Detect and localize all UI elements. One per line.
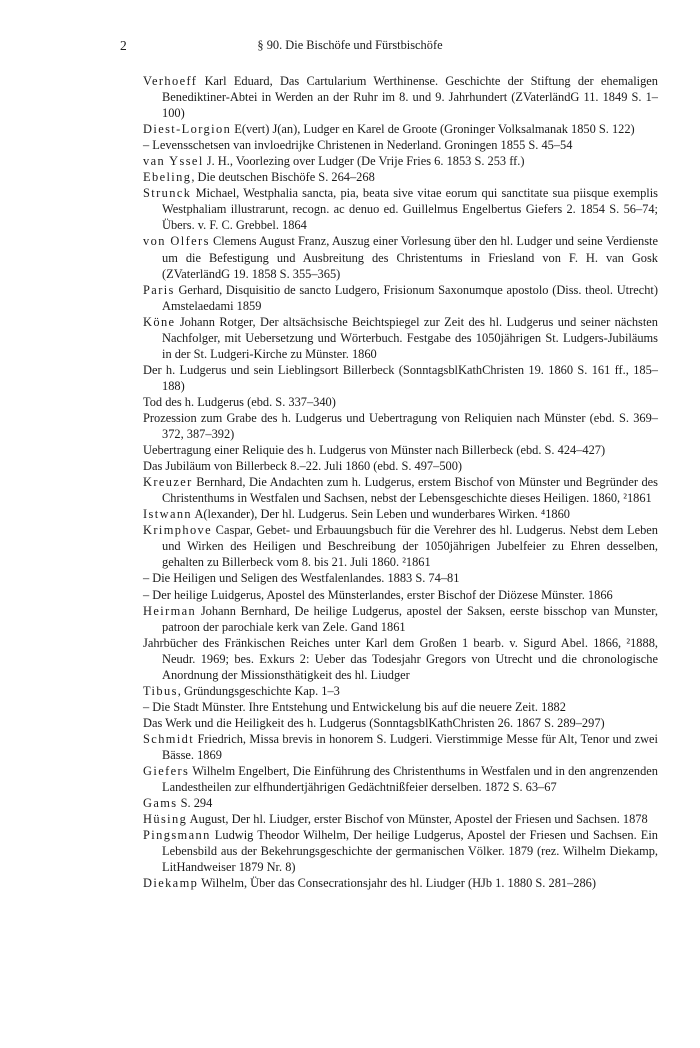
entry-author: Krimphove — [143, 523, 213, 538]
entry-author: Strunck — [143, 186, 192, 201]
entry-text: – Der heilige Luidgerus, Apostel des Münsterlandes, erster Bischof der Diözese Münster. 1866 — [143, 587, 613, 602]
entry-author: Diest-Lorgion — [143, 122, 232, 137]
entry-text: Ludwig Theodor Wilhelm, Der heilige Ludgerus, Apostel der Friesen und Sachsen. Ein Lebensbild aus der Bekehrungsgeschichte der germanischen Völker. 1879 (rez. Wilhelm Diekamp, LitHandweiser 1879 Nr. 8) — [162, 828, 658, 875]
entry-text: , Die deutschen Bischöfe S. 264–268 — [191, 170, 375, 185]
bibliography-entry — [143, 827, 658, 875]
entry-text: E(vert) J(an), Ludger en Karel de Groote (Groninger Volksalmanak 1850 S. 122) — [231, 122, 635, 137]
entry-text: J. H., Voorlezing over Ludger (De Vrije Fries 6. 1853 S. 253 ff.) — [203, 154, 525, 169]
bibliography-entry — [143, 121, 658, 137]
entry-text: – Levensschetsen van invloedrijke Christenen in Nederland. Groningen 1855 S. 45–54 — [143, 138, 573, 153]
entry-text: Tod des h. Ludgerus (ebd. S. 337–340) — [143, 394, 336, 409]
bibliography-entry — [143, 282, 658, 314]
bibliography-entry — [143, 233, 658, 281]
bibliography-entry — [143, 683, 658, 699]
bibliography-entry — [143, 795, 658, 811]
entry-text: Wilhelm, Über das Consecrationsjahr des hl. Liudger (HJb 1. 1880 S. 281–286) — [198, 876, 596, 891]
entry-text: August, Der hl. Liudger, erster Bischof von Münster, Apostel der Friesen und Sachsen. 1878 — [187, 812, 648, 827]
entry-text: Friedrich, Missa brevis in honorem S. Ludgeri. Vierstimmige Messe für Alt, Tenor und zwei Bässe. 1869 — [162, 731, 658, 762]
bibliography-entry — [143, 570, 658, 586]
entry-author: von Olfers — [143, 234, 210, 249]
entry-text: A(lexander), Der hl. Ludgerus. Sein Leben und wunderbares Wirken. ⁴1860 — [192, 507, 570, 522]
bibliography-entry — [143, 442, 658, 458]
entry-text: Das Werk und die Heiligkeit des h. Ludgerus (SonntagsblKathChristen 26. 1867 S. 289–297) — [143, 715, 605, 730]
entry-text: Der h. Ludgerus und sein Lieblingsort Billerbeck (SonntagsblKathChristen 19. 1860 S. 161 ff., 185–188) — [143, 362, 658, 393]
bibliography-entry — [143, 362, 658, 394]
bibliography-entry — [143, 185, 658, 233]
bibliography-entry — [143, 169, 658, 185]
bibliography-entry — [143, 474, 658, 506]
bibliography-entry — [143, 715, 658, 731]
entry-text: Gerhard, Disquisitio de sancto Ludgero, Frisionum Saxonumque apostolo (Diss. theol. Utrecht) Amstelaedami 1859 — [162, 282, 658, 313]
entry-text: Prozession zum Grabe des h. Ludgerus und Uebertragung von Reliquien nach Münster (ebd. S. 369–372, 387–392) — [143, 410, 658, 442]
entry-text: Johann Rotger, Der altsächsische Beichtspiegel zur Zeit des hl. Ludgerus und seiner nächsten Nachfolger, mit Uebersetzung und Wörterbuch. Festgabe des 1050jährigen St. Ludgers-Jubiläums in der St. Ludgeri-Kirche zu Münster. 1860 — [162, 314, 658, 361]
entry-author: Istwann — [143, 507, 193, 522]
entry-text: S. 294 — [177, 796, 213, 811]
entry-author: Verhoeff — [143, 74, 198, 88]
bibliography-entry — [143, 875, 658, 891]
bibliography-entry — [143, 314, 658, 362]
entry-author: Paris — [143, 282, 175, 297]
entry-author: Gams — [143, 796, 178, 811]
entry-text: Bernhard, Die Andachten zum h. Ludgerus, erstem Bischof von Münster und Begründer des Christenthums in Westfalen und Sachsen, nebst der Lebensgeschichte dieses Heiligen. 1860, ²1861 — [162, 475, 658, 506]
entry-author: Schmidt — [143, 731, 195, 746]
entry-text: – Die Stadt Münster. Ihre Entstehung und Entwickelung bis auf die neuere Zeit. 1882 — [143, 699, 566, 714]
entry-text: Wilhelm Engelbert, Die Einführung des Christenthums in Westfalen und in den angrenzenden Landestheilen zur elfhundertjährigen Gedächtnißfeier derselben. 1872 S. 63–67 — [162, 764, 658, 795]
entry-text: , Gründungsgeschichte Kap. 1–3 — [177, 683, 340, 698]
entry-author: Hüsing — [143, 812, 188, 827]
bibliography-entry — [143, 731, 658, 763]
entry-author: Diekamp — [143, 876, 199, 891]
page-number: 2 — [120, 38, 127, 53]
bibliography-entry — [143, 603, 658, 635]
entry-text: Jahrbücher des Fränkischen Reiches unter Karl dem Großen 1 bearb. v. Sigurd Abel. 1866, ²1888, Neudr. 1969; bes. Exkurs 2: Ueber das Todesjahr Gregors von Utrecht und die chronologische Anordnung der Missionsthätigkeit des hl. Liudger — [143, 635, 658, 682]
bibliography-entry — [143, 635, 658, 683]
bibliography-entry — [143, 587, 658, 603]
entry-text: Uebertragung einer Reliquie des h. Ludgerus von Münster nach Billerbeck (ebd. S. 424–427) — [143, 443, 606, 458]
bibliography-entry — [143, 522, 658, 570]
entry-text: Clemens August Franz, Auszug einer Vorlesung über den hl. Ludger und seine Verdienste um die Befestigung und Ausbreitung des Christentums in Friesland von F. H. van Gosk (ZVaterländG 19. 1858 S. 355–365) — [162, 234, 658, 281]
entry-author: Tibus — [143, 683, 178, 698]
entry-author: Ebeling — [143, 170, 192, 185]
entry-author: Giefers — [143, 764, 190, 779]
bibliography-entry — [143, 394, 658, 410]
bibliography-entry — [143, 410, 658, 442]
entry-author: Kreuzer — [143, 475, 193, 490]
running-head: § 90. Die Bischöfe und Fürstbischöfe — [257, 38, 443, 52]
entry-text: Johann Bernhard, De heilige Ludgerus, apostel der Saksen, eerste bisschop van Munster, patroon der parochiale kerk van Zele. Gand 1861 — [162, 603, 658, 634]
entry-text: Caspar, Gebet- und Erbauungsbuch für die Verehrer des hl. Ludgerus. Nebst dem Leben und Wirken des Heiligen und Beschreibung der 1050jährigen Jubelfeier zu Ehren desselben, gehalten zu Billerbeck vom 8. bis 21. Juli 1860. ²1861 — [162, 523, 658, 570]
bibliography-entry — [143, 153, 658, 169]
bibliography-entry — [143, 811, 658, 827]
bibliography-entry — [143, 506, 658, 522]
bibliography-entry — [143, 763, 658, 795]
entry-text: Karl Eduard, Das Cartularium Werthinense. Geschichte der Stiftung der ehemaligen Benediktiner-Abtei in Werden an der Ruhr im 8. und 9. Jahrhundert (ZVaterländG 11. 1849 S. 1–100) — [162, 74, 658, 121]
bibliography-entry — [143, 137, 658, 153]
bibliography-entry — [143, 458, 658, 474]
entry-author: Heirman — [143, 603, 197, 618]
bibliography-entry — [143, 73, 658, 121]
bibliography-entry — [143, 699, 658, 715]
entry-author: Pingsmann — [143, 828, 211, 843]
bibliography-list — [143, 73, 658, 891]
entry-text: Das Jubiläum von Billerbeck 8.–22. Juli 1860 (ebd. S. 497–500) — [143, 459, 463, 474]
entry-author: Köne — [143, 314, 176, 329]
entry-text: – Die Heiligen und Seligen des Westfalenlandes. 1883 S. 74–81 — [143, 571, 460, 586]
entry-author: van Yssel — [143, 154, 204, 169]
entry-text: Michael, Westphalia sancta, pia, beata sive vitae eorum qui sanctitate sua piisque exemplis Westphaliam illustrarunt, recogn. ac denuo ed. Guillelmus Engelbertus Giefers 2. 1854 S. 56–74; Übers. v. F. C. Grebbel. 1864 — [162, 186, 658, 233]
